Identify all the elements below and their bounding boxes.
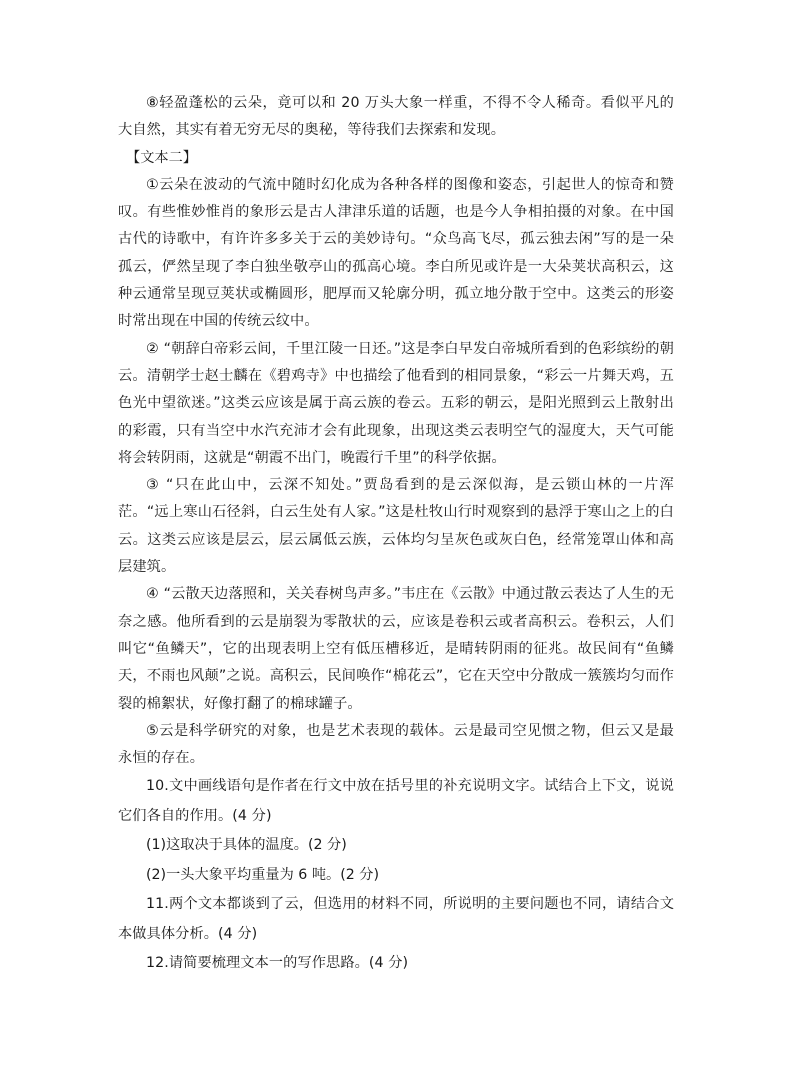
question-10-item-1: (1)这取决于具体的温度。(2 分) [146, 837, 347, 854]
question-12: 12.请简要梳理文本一的写作思路。(4 分) [146, 955, 409, 972]
text2-paragraph-1: ①云朵在波动的气流中随时幻化成为各种各样的图像和姿态，引起世人的惊奇和赞叹。有些惟妙惟肖的象形云是古人津津乐道的话题，也是今人争相拍摄的对象。在中国古代的诗歌中，有许许多多关于云的美妙诗句。“众鸟高飞尽，孤云独去闲”写的是一朵孤云，俨然呈现了李白独坐敬亭山的孤高心境。李白所见或许是一大朵荚状高积云，这种云通常呈现豆荚状或椭圆形，肥厚而又轮廓分明，孤立地分散于空中。这类云的形姿时常出现在中国的传统云纹中。 [118, 176, 674, 330]
text2-paragraph-4: ④ “云散天边落照和，关关春树鸟声多。”韦庄在《云散》中通过散云表达了人生的无奈之感。他所看到的云是崩裂为零散状的云，应该是卷积云或者高积云。卷积云，人们叫它“鱼鳞天”，它的出现表明上空有低压槽移近，是晴转阴雨的征兆。故民间有“鱼鳞天，不雨也风颠”之说。高积云，民间唤作“棉花云”，它在天空中分散成一簇簇均匀而作裂的棉絮状，好像打翻了的棉球罐子。 [118, 586, 674, 712]
text2-paragraph-5: ⑤云是科学研究的对象，也是艺术表现的载体。云是最司空见惯之物，但云又是最永恒的存在。 [118, 722, 674, 767]
text1-paragraph-8: ⑧轻盈蓬松的云朵，竟可以和 20 万头大象一样重，不得不令人稀奇。看似平凡的大自然，其实有着无穷无尽的奥秘，等待我们去探索和发现。 [118, 95, 674, 139]
question-10: 10.文中画线语句是作者在行文中放在括号里的补充说明文字。试结合上下文，说说它们各自的作用。(4 分) [118, 778, 674, 824]
document-page [118, 90, 674, 979]
text2-paragraph-2: ② “朝辞白帝彩云间，千里江陵一日还。”这是李白早发白帝城所看到的色彩缤纷的朝云。清朝学士赵士麟在《碧鸡寺》中也描绘了他看到的相同景象，“彩云一片舞天鸡，五色光中望欲迷。”这类云应该是属于高云族的卷云。五彩的朝云，是阳光照到云上散射出的彩霞，只有当空中水汽充沛才会有此现象，出现这类云表明空气的湿度大，天气可能将会转阴雨，这就是“朝霞不出门，晚霞行千里”的科学依据。 [118, 340, 674, 466]
text2-paragraph-3: ③ “只在此山中，云深不知处。”贾岛看到的是云深似海，是云锁山林的一片浑茫。“远上寒山石径斜，白云生处有人家。”这是杜牧山行时观察到的悬浮于寒山之上的白云。这类云应该是层云，层云属低云族，云体均匀呈灰色或灰白色，经常笼罩山体和高层建筑。 [118, 477, 674, 576]
question-10-item-2: (2)一头大象平均重量为 6 吨。(2 分) [146, 866, 380, 883]
text2-heading: 【文本二】 [126, 149, 197, 166]
question-11: 11.两个文本都谈到了云，但选用的材料不同，所说明的主要问题也不同，请结合文本做具体分析。(4 分) [118, 896, 674, 942]
